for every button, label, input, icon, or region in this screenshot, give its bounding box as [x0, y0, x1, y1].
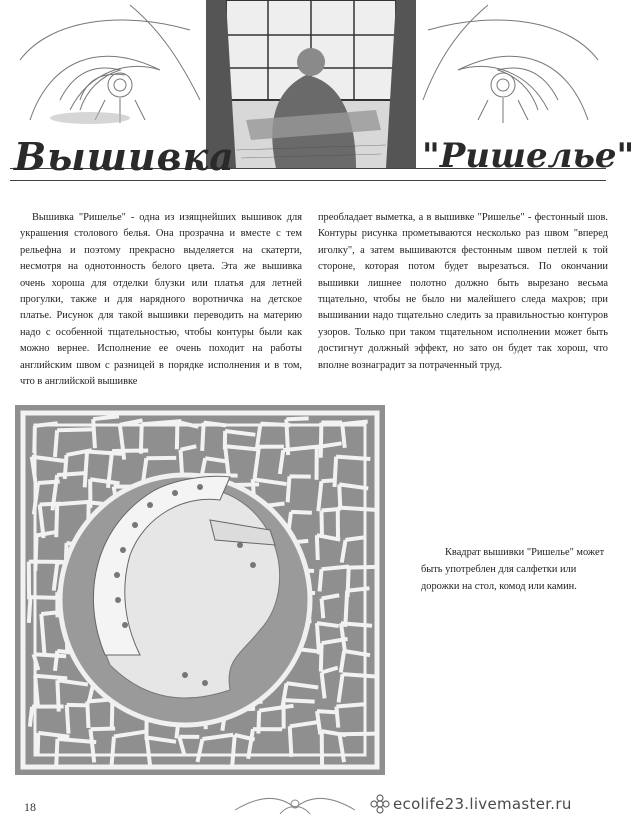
mesh-bar: [336, 707, 338, 728]
mesh-bar: [290, 726, 292, 757]
article-paragraph-left: Вышивка "Ришелье" - одна из изящнейших вышивок для украшения столового белья. Она прозрачна и вместе с тем рельефна и поэтому прекрасно выделяется на скатерти, несмотря на однотонность белого цвета. Эта же вышивка очень хороша для отделки блузки или платья для летней прогулки, также и для нарядного воротничка на детское платье. Рисунок для такой вышивки переводить на материю надо с особенной тщательностью, чтобы контуры были как можно вернее. Исполнение ее очень походит на работы английским швом с разницей в порядке исполнения и в том, что в английской вышивке: [20, 212, 302, 388]
mesh-bar: [202, 423, 203, 451]
mesh-bar: [321, 480, 336, 481]
mesh-bar: [57, 502, 91, 504]
richelieu-embroidery-square-image: [15, 405, 385, 775]
mesh-bar: [343, 674, 378, 677]
mesh-bar: [340, 734, 378, 735]
mesh-bar: [346, 537, 365, 540]
mesh-bar: [29, 597, 31, 623]
mesh-bar: [57, 473, 86, 475]
mesh-bar: [34, 654, 67, 656]
mesh-bar: [342, 424, 344, 448]
mesh-bar: [322, 599, 324, 619]
mesh-bar: [283, 700, 314, 702]
mesh-bar: [321, 643, 322, 671]
image-caption: [421, 544, 606, 595]
article-left-column: [20, 210, 302, 390]
mesh-bar: [93, 416, 119, 419]
mesh-bar: [30, 707, 32, 727]
image-caption-text: Квадрат вышивки "Ришелье" может быть употреблен для салфетки или дорожки на стол, комод или камин.: [421, 547, 605, 592]
header-rule-bottom: [10, 180, 606, 181]
mesh-bar: [90, 728, 115, 729]
mesh-bar: [41, 612, 60, 614]
mesh-bar: [317, 535, 318, 560]
mesh-bar: [286, 418, 308, 419]
mesh-bar: [334, 457, 336, 487]
mesh-bar: [112, 450, 148, 451]
title-word-richelieu: "Ришелье": [422, 136, 634, 176]
mesh-bar: [322, 566, 350, 569]
mesh-bar: [112, 701, 113, 728]
mesh-bar: [55, 430, 57, 457]
mesh-bar: [38, 733, 39, 755]
mesh-bar: [320, 569, 322, 591]
footer-ornament: [230, 790, 360, 818]
article-right-column: [318, 210, 608, 374]
mesh-bar: [345, 591, 347, 627]
mesh-bar: [67, 705, 69, 734]
header-illustration-woman-at-window: [206, 0, 416, 168]
title-word-embroidery: Вышивка: [14, 134, 235, 179]
flower-icon: [370, 794, 390, 814]
mesh-bar: [317, 711, 337, 712]
mesh-bar: [349, 567, 376, 568]
mesh-bar: [339, 484, 340, 507]
mesh-bar: [57, 429, 92, 430]
mesh-bar: [321, 423, 322, 458]
article-paragraph-right: преобладает выметка, а в вышивке "Ришелье" - фестонный шов. Контуры рисунка прометываются несколько раз швом "вперед иголку", а затем вышиваются фестонным швом петлей к той стороне, которая потом будет вырезаться. По окончании вышивки лишнее полотно должно быть вырезано весьма тщательно, чтобы не было ни малейшего следа махров; при вышивании надо тщательно следить за правильностью контуров узоров. Только при таком тщательном исполнении может быть достигнут должный эффект, но зато он будет так хорош, что вполне вознаградит за потраченный труд.: [318, 212, 608, 371]
page-number: 18: [24, 800, 36, 814]
mesh-bar: [291, 512, 312, 513]
mesh-bar: [288, 476, 290, 502]
mesh-bar: [35, 676, 67, 679]
mesh-bar: [341, 623, 372, 626]
mesh-bar: [55, 651, 57, 671]
mesh-bar: [85, 452, 87, 488]
mesh-bar: [87, 701, 88, 728]
mesh-bar: [321, 511, 322, 538]
mesh-bar: [56, 739, 57, 765]
watermark-url: ecolife23.livemaster.ru: [393, 795, 572, 813]
mesh-bar: [336, 704, 366, 706]
mesh-bar: [232, 735, 235, 767]
mesh-bar: [338, 507, 376, 509]
mesh-bar: [93, 419, 95, 448]
mesh-bar: [112, 737, 114, 767]
